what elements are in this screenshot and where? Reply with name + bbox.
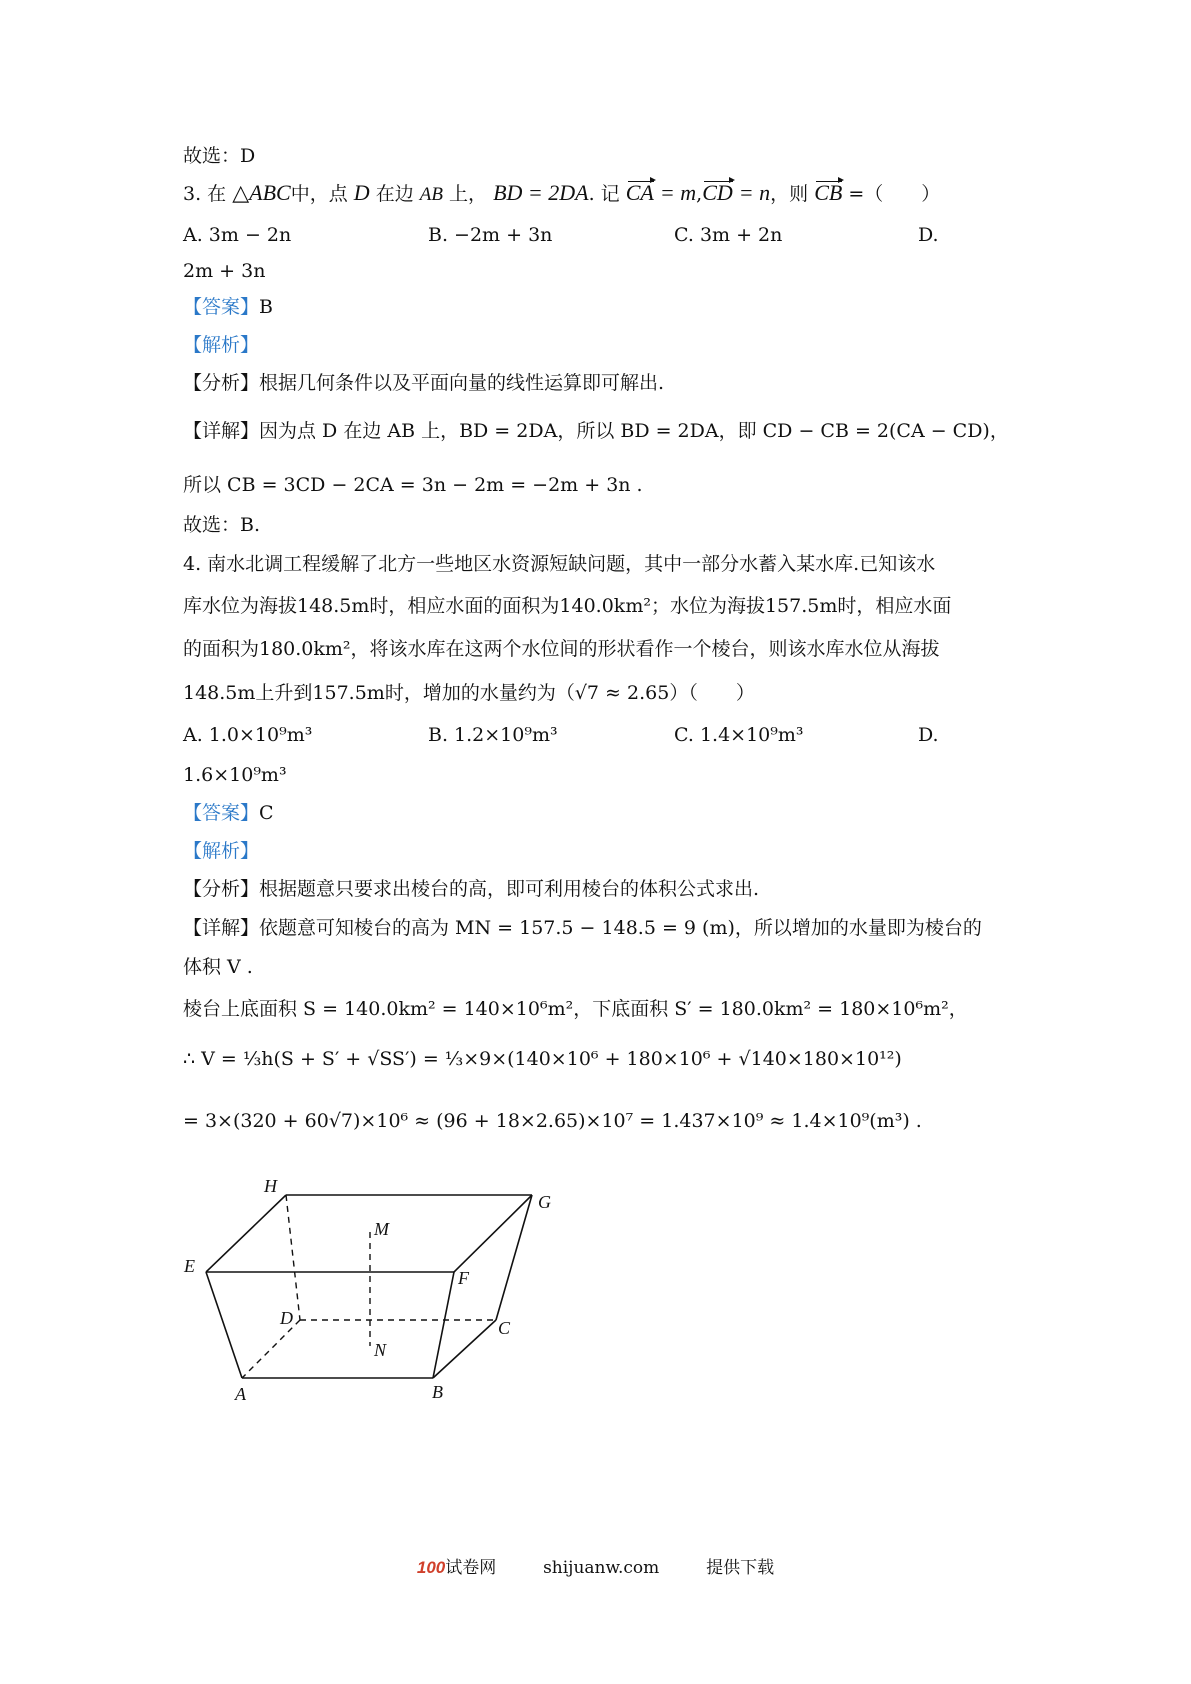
option-b: B. −2m + 3n — [428, 224, 553, 246]
site-domain-link[interactable]: shijuanw.com — [543, 1558, 660, 1578]
option-d-label: D. — [918, 724, 939, 746]
label-C: C — [498, 1318, 511, 1338]
site-logo: 100 — [416, 1558, 446, 1577]
text: 在边 — [375, 183, 414, 205]
option-c: C. 1.4×10⁹m³ — [674, 724, 804, 746]
analysis-summary: 【分析】根据题意只要求出棱台的高，即可利用棱台的体积公式求出. — [183, 878, 760, 900]
label-N: N — [374, 1340, 387, 1360]
formula-line: = 3×(320 + 60√7)×10⁶ ≈ (96 + 18×2.65)×10⁷ = 1.437×10⁹ ≈ 1.4×10⁹(m³) . — [183, 1110, 922, 1132]
vector-CB: CB — [814, 180, 843, 205]
vector-CA: CA — [625, 180, 654, 205]
option-d: 2m + 3n — [183, 260, 266, 282]
label-D: D — [280, 1308, 293, 1328]
text: =（ ） — [848, 183, 941, 205]
text: 故选：D — [183, 145, 256, 167]
answer-value: C — [259, 802, 274, 824]
text-line — [183, 143, 255, 169]
label-F: F — [458, 1268, 469, 1288]
footer — [0, 1553, 1191, 1578]
label-H: H — [264, 1180, 277, 1196]
detail-line: 【详解】因为点 D 在边 AB 上，BD = 2DA，所以 BD = 2DA，即 CD − CB = 2(CA − CD)， — [183, 420, 1009, 442]
label-E: E — [184, 1256, 195, 1276]
conclusion: 故选：B. — [183, 514, 261, 536]
math: AB — [419, 184, 443, 205]
frustum-figure — [180, 1180, 640, 1480]
question-3-stem: 3. 在 △ABC中，点 D 在边 AB 上， BD = 2DA. 记 CA = m,CD = n，则 CB =（ ） — [183, 180, 941, 205]
text: 3. 在 — [183, 183, 227, 205]
math: BD = 2DA — [493, 180, 589, 205]
math: △ABC — [232, 180, 291, 205]
math: D — [353, 180, 370, 205]
analysis-summary: 【分析】根据几何条件以及平面向量的线性运算即可解出. — [183, 372, 665, 394]
text: ，则 — [770, 183, 809, 205]
detail-line: 所以 CB = 3CD − 2CA = 3n − 2m = −2m + 3n . — [183, 474, 643, 496]
option-c: C. 3m + 2n — [674, 224, 783, 246]
answer-value: B — [259, 296, 273, 318]
question-4-stem: 的面积为180.0km²，将该水库在这两个水位间的形状看作一个棱台，则该水库水位从海拔 — [183, 638, 940, 660]
detail-line: 【详解】依题意可知棱台的高为 MN = 157.5 − 148.5 = 9 (m)，所以增加的水量即为棱台的 — [183, 917, 982, 939]
question-4-stem: 148.5m上升到157.5m时，增加的水量约为（√7 ≈ 2.65）（ ） — [183, 682, 755, 704]
option-d-label: D. — [918, 224, 939, 246]
analysis-tag: 【解析】 — [183, 840, 260, 862]
analysis-tag: 【解析】 — [183, 334, 260, 356]
answer-line — [183, 800, 274, 826]
option-d: 1.6×10⁹m³ — [183, 764, 287, 786]
label-G: G — [538, 1192, 551, 1212]
option-a: A. 1.0×10⁹m³ — [183, 724, 313, 746]
answer-tag: 【答案】 — [183, 296, 260, 318]
math: = n — [738, 180, 771, 205]
text: . 记 — [588, 183, 620, 205]
option-a: A. 3m − 2n — [183, 224, 292, 246]
question-4-stem: 4. 南水北调工程缓解了北方一些地区水资源短缺问题，其中一部分水蓄入某水库.已知该水 — [183, 553, 936, 575]
detail-line: 体积 V . — [183, 956, 253, 978]
question-4-stem: 库水位为海拔148.5m时，相应水面的面积为140.0km²；水位为海拔157.5m时，相应水面 — [183, 595, 952, 617]
math: = m — [659, 180, 697, 205]
answer-tag: 【答案】 — [183, 802, 260, 824]
option-b: B. 1.2×10⁹m³ — [428, 724, 558, 746]
label-M: M — [374, 1219, 389, 1239]
formula-line: ∴ V = ⅓h(S + S′ + √SS′) = ⅓×9×(140×10⁶ + 180×10⁶ + √140×180×10¹²) — [183, 1048, 902, 1070]
answer-line — [183, 294, 273, 320]
text: 上， — [449, 183, 488, 205]
vector-CD: CD — [702, 180, 733, 205]
detail-line: 棱台上底面积 S = 140.0km² = 140×10⁶m²，下底面积 S′ = 180.0km² = 180×10⁶m²， — [183, 998, 968, 1020]
download-note: 提供下载 — [706, 1558, 775, 1578]
label-A: A — [235, 1384, 246, 1404]
label-B: B — [432, 1382, 443, 1402]
text: 中，点 — [290, 183, 348, 205]
site-name: 试卷网 — [445, 1558, 497, 1578]
